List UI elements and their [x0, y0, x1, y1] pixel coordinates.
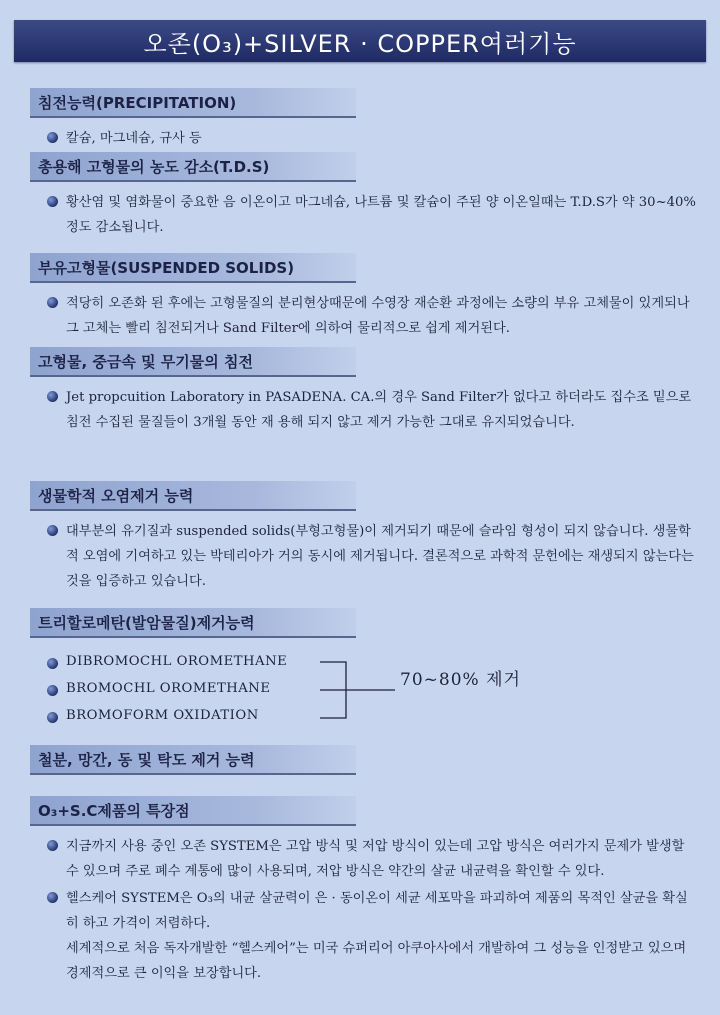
bullet-icon: [47, 892, 58, 903]
list-item: 대부분의 유기질과 suspended solids(부형고형물)이 제거되기 때문에 슬라임 형성이 되지 않습니다. 생물학적 오염에 기여하고 있는 박테리아가 거의 동시에 제거됩니다. 결론적으로 과학적 문헌에는 재생되지 않는다는 것을 입증하고 있습니다.: [30, 519, 700, 594]
section-heading: 침전능력(PRECIPITATION): [30, 88, 356, 118]
section-heading: 총용해 고형물의 농도 감소(T.D.S): [30, 152, 356, 182]
section-heading: 고형물, 중금속 및 무기물의 침전: [30, 347, 356, 377]
list-item: BROMOFORM OXIDATION: [66, 708, 259, 723]
section-heading: 부유고형물(SUSPENDED SOLIDS): [30, 253, 356, 283]
bullet-icon: [47, 840, 58, 851]
list-item: Jet propcuition Laboratory in PASADENA. CA.의 경우 Sand Filter가 없다고 하더라도 집수조 밑으로 침전 수집된 물질들이 3개월 동안 재 용해 되지 않고 제거 가능한 그대로 유지되었습니다.: [30, 385, 700, 435]
section-iron-manganese: [30, 745, 710, 775]
section-trihalomethane: [30, 608, 710, 736]
bullet-icon: [47, 712, 58, 723]
page-title: 오존(O₃)+SILVER · COPPER여러기능: [143, 29, 577, 58]
list-item: 적당히 오존화 된 후에는 고형물질의 분리현상때문에 수영장 재순환 과정에는 소량의 부유 고체물이 있게되나 그 고체는 빨리 침전되거나 Sand Filter에 의하여 물리적으로 쉽게 제거된다.: [30, 291, 700, 341]
bullet-icon: [47, 525, 58, 536]
section-tds: [30, 152, 710, 240]
list-item: 칼슘, 마그네슘, 규사 등: [30, 126, 700, 151]
section-heading: 트리할로메탄(발암물질)제거능력: [30, 608, 356, 638]
list-item: BROMOCHL OROMETHANE: [66, 681, 271, 696]
bullet-icon: [47, 297, 58, 308]
bracket-connector: [320, 656, 400, 726]
bullet-icon: [47, 685, 58, 696]
bullet-icon: [47, 196, 58, 207]
product-note: 세계적으로 처음 독자개발한 “헬스케어”는 미국 슈퍼리어 아쿠아사에서 개발하여 그 성능을 인정받고 있으며 경제적으로 큰 이익을 보장합니다.: [66, 941, 687, 981]
list-item: 헬스케어 SYSTEM은 O₃의 내균 살균력이 은 · 동이온이 세균 세포막을 파괴하여 제품의 목적인 살균을 확실히 하고 가격이 저렴하다.: [30, 886, 700, 936]
section-biological: [30, 481, 710, 594]
trihalomethane-list: [30, 646, 710, 736]
list-item: 황산염 및 염화물이 중요한 음 이온이고 마그네슘, 나트륨 및 칼슘이 주된 양 이온일때는 T.D.S가 약 30~40% 정도 감소됩니다.: [30, 190, 700, 240]
section-heading: 생물학적 오염제거 능력: [30, 481, 356, 511]
bullet-icon: [47, 658, 58, 669]
section-precipitation: [30, 88, 710, 151]
list-item: 지금까지 사용 중인 오존 SYSTEM은 고압 방식 및 저압 방식이 있는데 고압 방식은 여러가지 문제가 발생할 수 있으며 주로 폐수 계통에 많이 사용되며, 저압 방식은 약간의 살균 내균력을 확인할 수 있다.: [30, 834, 700, 884]
bullet-icon: [47, 132, 58, 143]
section-heading: 철분, 망간, 동 및 탁도 제거 능력: [30, 745, 356, 775]
section-heavy-metals: [30, 347, 710, 435]
bullet-icon: [47, 391, 58, 402]
section-product-features: [30, 796, 710, 986]
page-title-banner: [14, 20, 706, 62]
removal-rate: 70~80% 제거: [400, 670, 521, 690]
section-suspended-solids: [30, 253, 710, 341]
list-item: DIBROMOCHL OROMETHANE: [66, 654, 288, 669]
section-heading: O₃+S.C제품의 특장점: [30, 796, 356, 826]
